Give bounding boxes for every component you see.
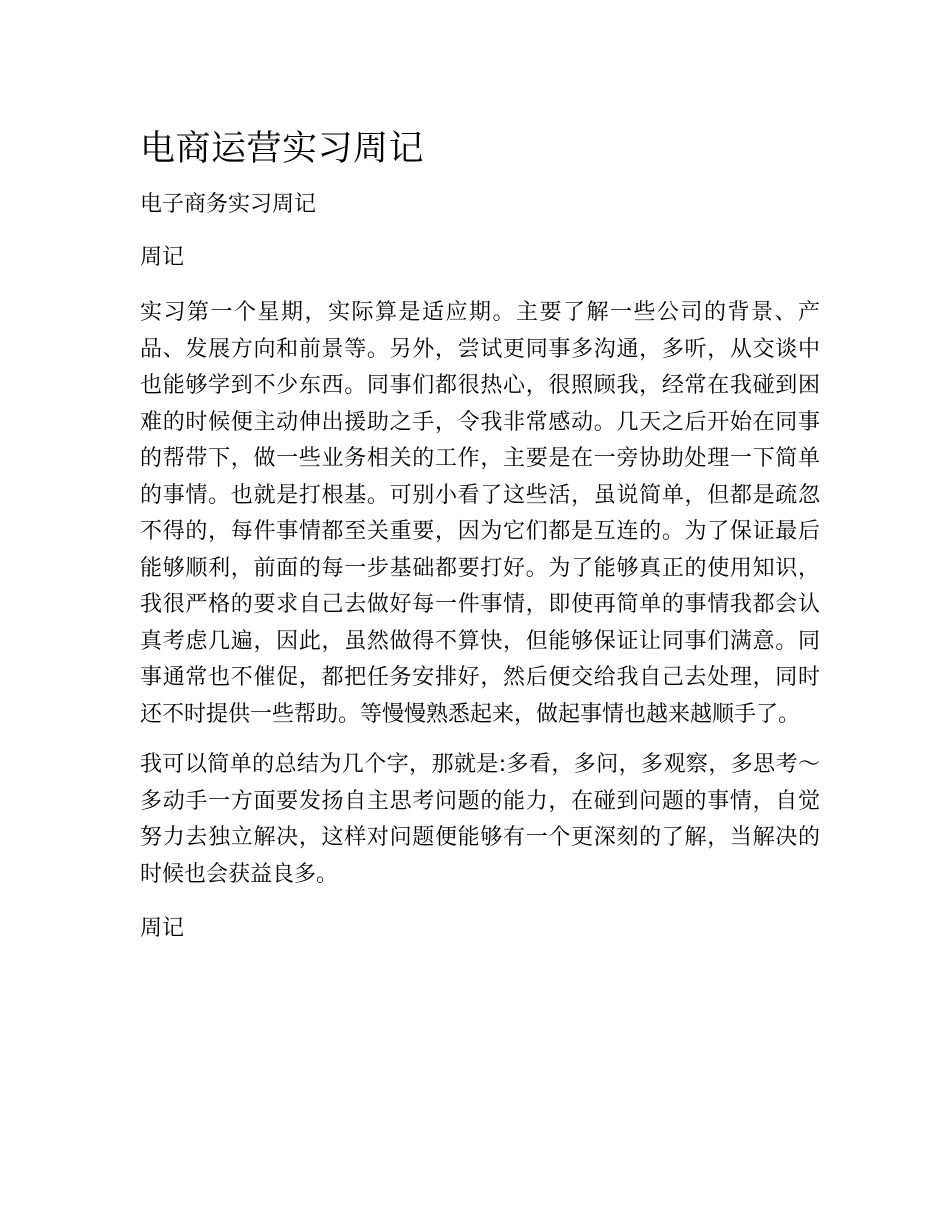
body-paragraph-1: 实习第一个星期，实际算是适应期。主要了解一些公司的背景、产品、发展方向和前景等。另外，尝试更同事多沟通，多听，从交谈中也能够学到不少东西。同事们都很热心，很照顾我，经常在我碰到困难的时候便主动伸出援助之手，令我非常感动。几天之后开始在同事的帮带下，做一些业务相关的工作，主要是在一旁协助处理一下简单的事情。也就是打根基。可别小看了这些活，虽说简单，但都是疏忽不得的，每件事情都至关重要，因为它们都是互连的。为了保证最后能够顺利，前面的每一步基础都要打好。为了能够真正的使用知识，我很严格的要求自己去做好每一件事情，即使再简单的事情我都会认真考虑几遍，因此，虽然做得不算快，但能够保证让同事们满意。同事通常也不催促，都把任务安排好，然后便交给我自己去处理，同时还不时提供一些帮助。等慢慢熟悉起来，做起事情也越来越顺手了。 [140,300,820,727]
section-label-weekly-1: 周记 [140,245,185,270]
section-label-weekly-2: 周记 [140,916,185,941]
document-subtitle: 电子商务实习周记 [140,192,317,217]
document-title: 电商运营实习周记 [140,129,425,169]
body-paragraph-2: 我可以简单的总结为几个字，那就是:多看，多问，多观察，多思考～多动手一方面要发扬自主思考问题的能力，在碰到问题的事情，自觉努力去独立解决，这样对问题便能够有一个更深刻的了解，当解决的时候也会获益良多。 [140,752,820,887]
